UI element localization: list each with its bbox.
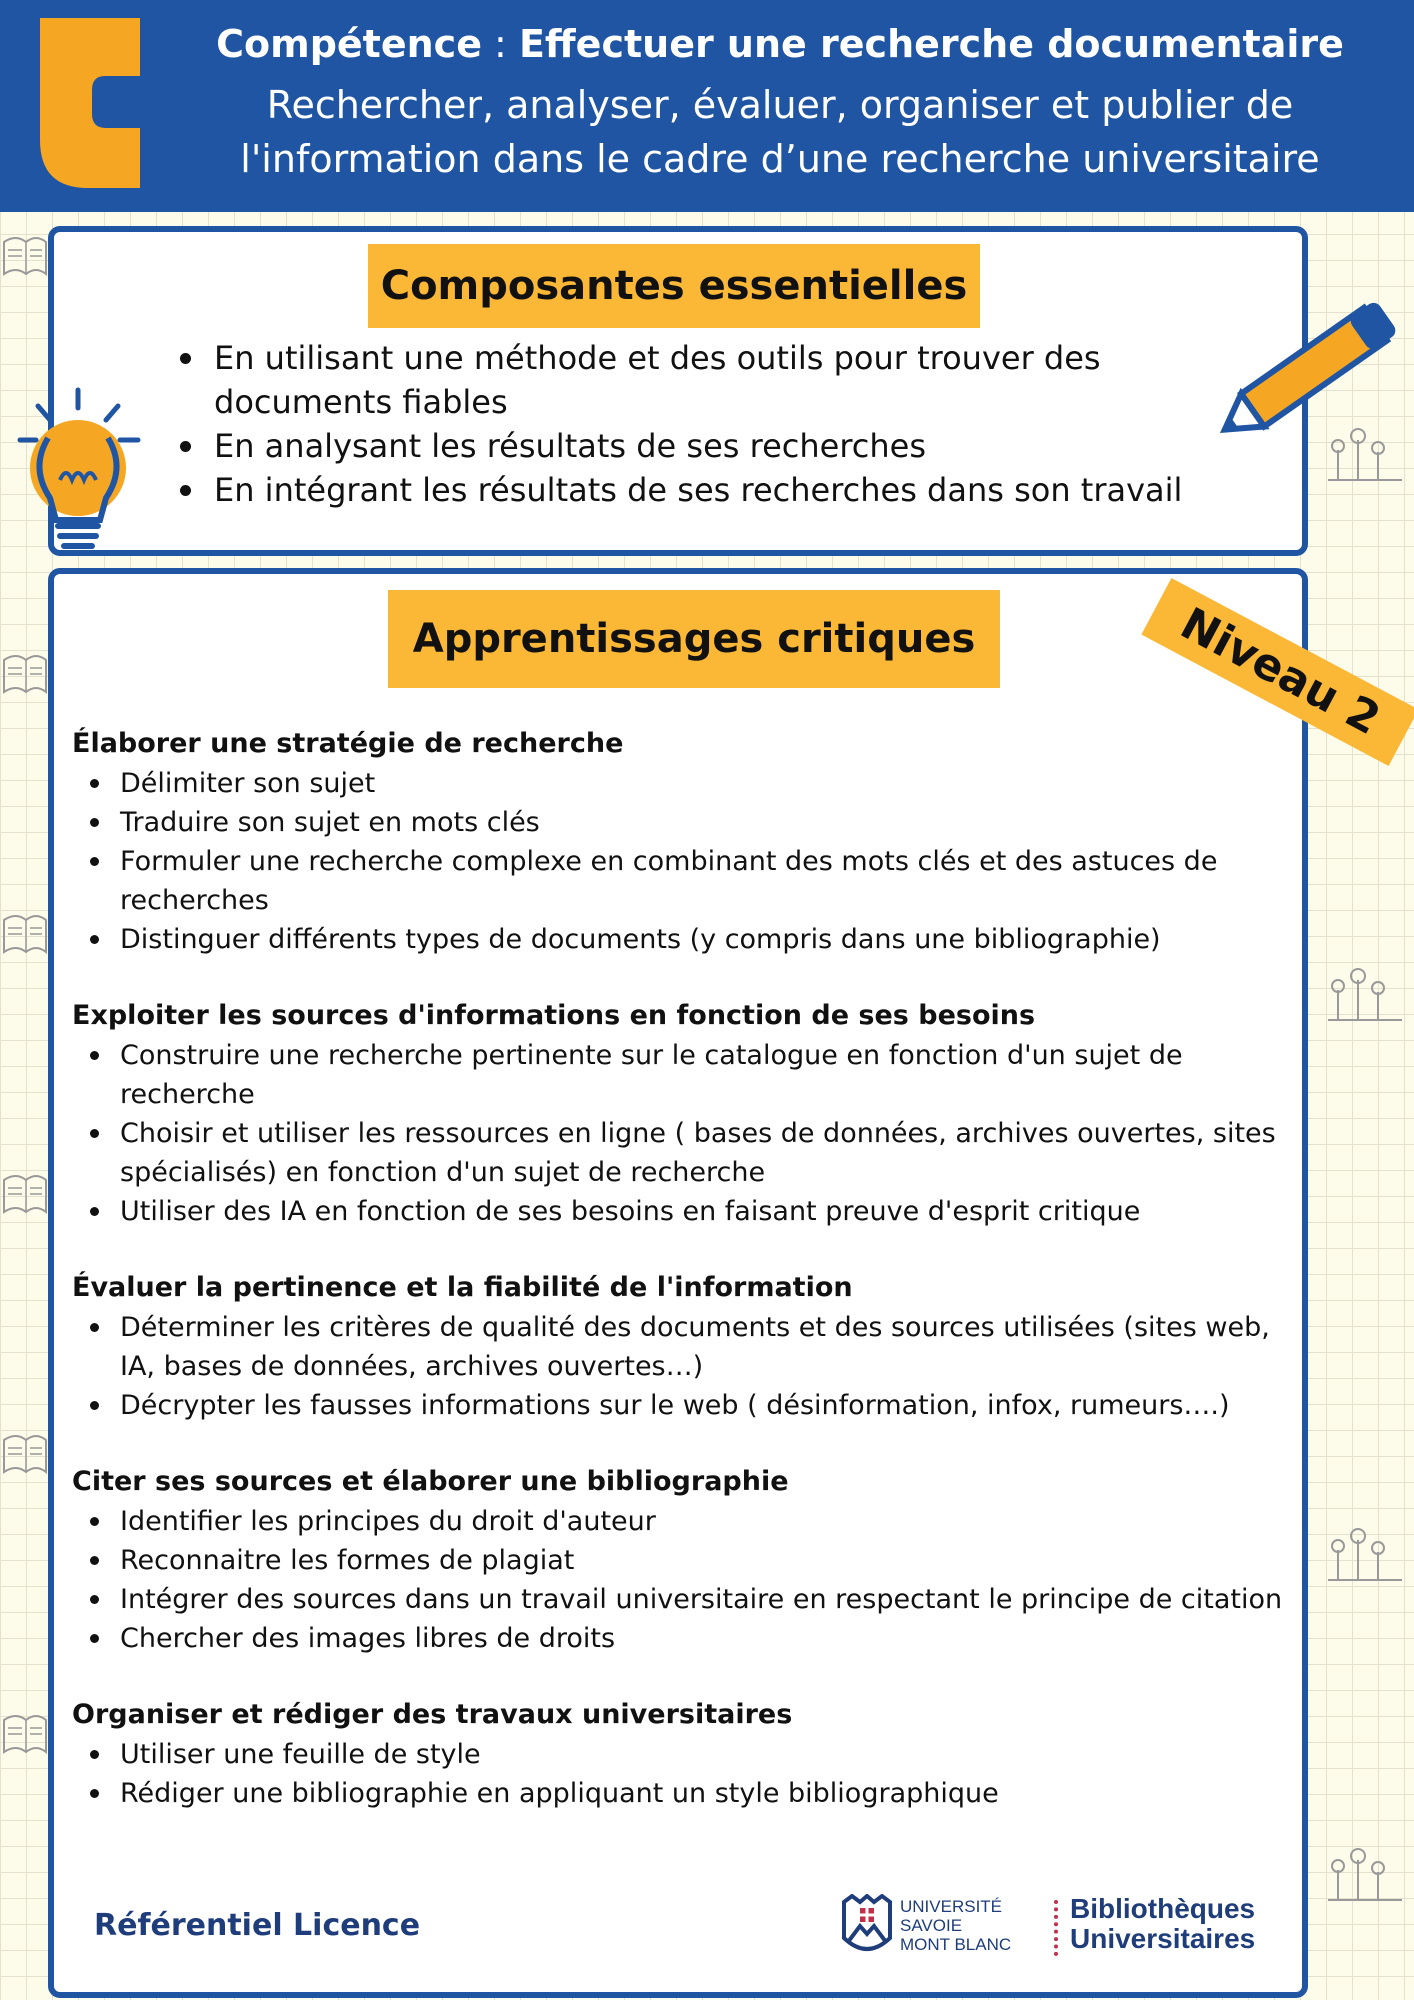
list-item: Chercher des images libres de droits <box>72 1619 1292 1658</box>
composantes-panel <box>48 226 1308 556</box>
lightbulb-icon <box>10 380 150 560</box>
list-item: Utiliser des IA en fonction de ses besoins en faisant preuve d'esprit critique <box>72 1192 1292 1231</box>
learning-group <box>72 1695 1292 1813</box>
apprentissages-panel <box>48 568 1308 1998</box>
book-doodle-icon <box>2 1700 48 1760</box>
university-shield-logo <box>840 1894 894 1960</box>
bibliotheques-logo-text: Bibliothèques Universitaires <box>1070 1893 1256 1954</box>
list-item: Utiliser une feuille de style <box>72 1735 1292 1774</box>
group-title: Élaborer une stratégie de recherche <box>72 728 624 759</box>
group-title: Évaluer la pertinence et la fiabilité de l'information <box>72 1272 853 1303</box>
list-item: Distinguer différents types de documents (y compris dans une bibliographie) <box>72 920 1292 959</box>
flower-doodle-icon <box>1318 940 1410 1030</box>
group-items <box>72 1036 1292 1231</box>
apprentissages-content <box>72 724 1292 1850</box>
list-item: Décrypter les fausses informations sur le web ( désinformation, infox, rumeurs….) <box>72 1386 1292 1425</box>
book-doodle-icon <box>2 222 48 282</box>
list-item: Choisir et utiliser les ressources en ligne ( bases de données, archives ouvertes, sites spécialisés) en fonction d'un sujet de recherche <box>72 1114 1292 1192</box>
group-title: Organiser et rédiger des travaux universitaires <box>72 1699 793 1730</box>
group-items <box>72 1502 1292 1658</box>
list-item: En intégrant les résultats de ses recherches dans son travail <box>174 468 1254 512</box>
list-item: Traduire son sujet en mots clés <box>72 803 1292 842</box>
group-items <box>72 764 1292 959</box>
header-title: Compétence : Effectuer une recherche documentaire <box>216 22 1344 66</box>
niveau-badge: Niveau 2 <box>1141 578 1414 766</box>
logo-divider <box>1054 1900 1058 1956</box>
group-items <box>72 1735 1292 1813</box>
book-doodle-icon <box>2 640 48 700</box>
subtitle-line-1: Rechercher, analyser, évaluer, organiser et publier de <box>266 83 1294 127</box>
group-items <box>72 1308 1292 1425</box>
referentiel-label: Référentiel Licence <box>94 1908 421 1943</box>
book-doodle-icon <box>2 900 48 960</box>
composantes-title: Composantes essentielles <box>368 244 980 328</box>
subtitle-line-2: l'information dans le cadre d’une recherche universitaire <box>240 137 1320 181</box>
list-item: En analysant les résultats de ses recherches <box>174 424 1254 468</box>
learning-group <box>72 1268 1292 1425</box>
list-item: En utilisant une méthode et des outils pour trouver des documents fiables <box>174 336 1254 424</box>
usmb-logo-text: UNIVERSITÉ SAVOIE MONT BLANC <box>900 1897 1012 1954</box>
header-banner <box>0 0 1414 212</box>
flower-doodle-icon <box>1318 1820 1410 1910</box>
learning-group <box>72 724 1292 959</box>
apprentissages-title: Apprentissages critiques <box>388 590 1000 688</box>
list-item: Reconnaitre les formes de plagiat <box>72 1541 1292 1580</box>
flower-doodle-icon <box>1318 1500 1410 1590</box>
list-item: Rédiger une bibliographie en appliquant un style bibliographique <box>72 1774 1292 1813</box>
list-item: Formuler une recherche complexe en combinant des mots clés et des astuces de recherches <box>72 842 1292 920</box>
header-subtitle <box>160 78 1400 186</box>
quote-mark-icon <box>30 18 150 188</box>
book-doodle-icon <box>2 1420 48 1480</box>
composantes-list <box>174 336 1254 512</box>
list-item: Construire une recherche pertinente sur le catalogue en fonction d'un sujet de recherche <box>72 1036 1292 1114</box>
group-title: Citer ses sources et élaborer une bibliographie <box>72 1466 789 1497</box>
list-item: Intégrer des sources dans un travail universitaire en respectant le principe de citation <box>72 1580 1292 1619</box>
book-doodle-icon <box>2 1160 48 1220</box>
list-item: Déterminer les critères de qualité des documents et des sources utilisées (sites web, IA, bases de données, archives ouvertes…) <box>72 1308 1292 1386</box>
group-title: Exploiter les sources d'informations en fonction de ses besoins <box>72 1000 1036 1031</box>
list-item: Identifier les principes du droit d'auteur <box>72 1502 1292 1541</box>
learning-group <box>72 996 1292 1231</box>
list-item: Délimiter son sujet <box>72 764 1292 803</box>
learning-group <box>72 1462 1292 1658</box>
pencil-icon <box>1200 280 1414 460</box>
